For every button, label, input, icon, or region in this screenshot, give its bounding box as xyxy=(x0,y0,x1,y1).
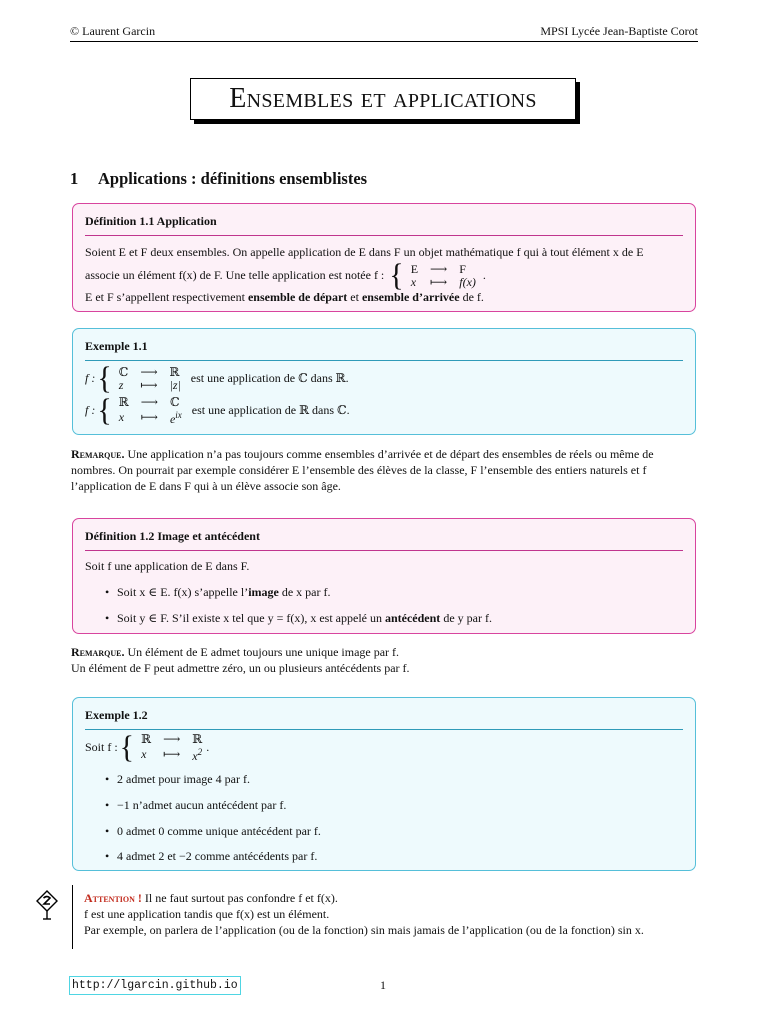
map-notation: { E ⟶ F x ⟼ f(x) xyxy=(389,257,476,293)
remark-text: Un élément de F peut admettre zéro, un ou plusieurs antécédents par f. xyxy=(71,660,410,675)
remark-text: Un élément de E admet toujours une unique image par f. xyxy=(127,645,400,659)
footer-link[interactable]: http://lgarcin.github.io xyxy=(69,976,241,995)
list-item: • Soit x ∈ E. f(x) s’appelle l’image de x par f. xyxy=(85,585,683,601)
remark-text: Une application n’a pas toujours comme ensembles d’arrivée et de départ des ensembles de réels ou même de nombres. On pourrait par exemple considérer E l’ensemble des élèves de la classe, F l’ensemble des entiers naturels et f l’application de E dans F qui à un élève associe son âge. xyxy=(71,447,654,493)
attention-block: Attention ! Il ne faut surtout pas confondre f et f(x). f est une application tandis que f(x) est un élément. Par exemple, on parlera de l’application (ou de la fonction) sin mais jamais de l’application (ou de la fonction) sin x. xyxy=(84,891,644,937)
definition-line: associe un élément f(x) de F. Une telle application est notée f : xyxy=(85,267,385,282)
header-author: © Laurent Garcin xyxy=(70,24,156,38)
list-item: • Soit y ∈ F. S’il existe x tel que y = f(x), x est appelé un antécédent de y par f. xyxy=(85,611,683,627)
list-item: • 0 admet 0 comme unique antécédent par f. xyxy=(85,824,683,840)
header-rule xyxy=(70,41,698,42)
term-bold: ensemble d’arrivée xyxy=(361,289,460,304)
header-school: MPSI Lycée Jean-Baptiste Corot xyxy=(540,24,698,38)
definition-box-2 xyxy=(72,518,696,634)
definition-line: Soient E et F deux ensembles. On appelle application de E dans F un objet mathématique f qui à tout élément x de E xyxy=(85,245,644,259)
remark-label: Remarque. xyxy=(71,447,125,461)
list-item: • 4 admet 2 et −2 comme antécédents par f. xyxy=(85,849,683,865)
map-notation: { ℝ ⟶ ℝ x ⟼ $x^2$ xyxy=(119,730,203,765)
example-rule xyxy=(85,360,683,361)
list-item: • −1 n’admet aucun antécédent par f. xyxy=(85,798,683,814)
definition-title: Définition 1.2 Image et antécédent xyxy=(85,529,260,543)
remark-2 xyxy=(71,645,698,677)
example-title: Exemple 1.2 xyxy=(85,708,148,722)
section-title: Applications : définitions ensemblistes xyxy=(98,169,368,188)
map-notation: { ℝ ⟶ ℂ x ⟼ $e^{ix}$ xyxy=(97,393,182,428)
example-rule xyxy=(85,729,683,730)
section-heading xyxy=(70,168,367,190)
page-number: 1 xyxy=(380,978,386,992)
attention-bar xyxy=(72,885,73,949)
page-title: Ensembles et applications xyxy=(190,78,576,120)
definition-intro: Soit f une application de E dans F. xyxy=(85,559,250,573)
remark-label: Remarque. xyxy=(71,645,125,659)
list-item: • 2 admet pour image 4 par f. xyxy=(85,772,683,788)
definition-title: Définition 1.1 Application xyxy=(85,214,217,228)
warning-sign-icon xyxy=(35,889,59,921)
remark-1 xyxy=(71,447,698,494)
definition-rule xyxy=(85,235,683,236)
section-number: 1 xyxy=(70,169,79,188)
example-box-2: Exemple 1.2 Soit f : { ℝ ⟶ ℝ x ⟼ $x^2$ . • 2 admet pour image 4 par f. • −1 n’admet aucun antécédent par f. • 0 admet 0 comme unique antécédent par f. • 4 admet 2 et −2 comme antécédents par f. xyxy=(72,697,696,871)
attention-label: Attention ! xyxy=(84,891,142,905)
example-box-1: Exemple 1.1 f : { ℂ ⟶ ℝ z ⟼ |z| est une application de ℂ dans ℝ. f : { ℝ ⟶ ℂ x ⟼ $e^{ix}$ est une application de ℝ dans ℂ. xyxy=(72,328,696,435)
example-title: Exemple 1.1 xyxy=(85,339,148,353)
definition-box-1: Définition 1.1 Application Soient E et F deux ensembles. On appelle application de E dans F un objet mathématique f qui à tout élément x de E associe un élément f(x) de F. Une telle application est notée f : { E ⟶ F x ⟼ f(x) . E et F s’appellent respectivement ensemble de départ et ensemble d’arrivée de f. xyxy=(72,203,696,312)
map-notation: { ℂ ⟶ ℝ z ⟼ |z| xyxy=(97,361,181,396)
example-text: est une application de ℂ dans ℝ. xyxy=(190,371,349,386)
definition-rule xyxy=(85,550,683,551)
example-text: est une application de ℝ dans ℂ. xyxy=(191,403,350,418)
term-bold: ensemble de départ xyxy=(247,289,348,304)
title-box xyxy=(190,78,576,120)
